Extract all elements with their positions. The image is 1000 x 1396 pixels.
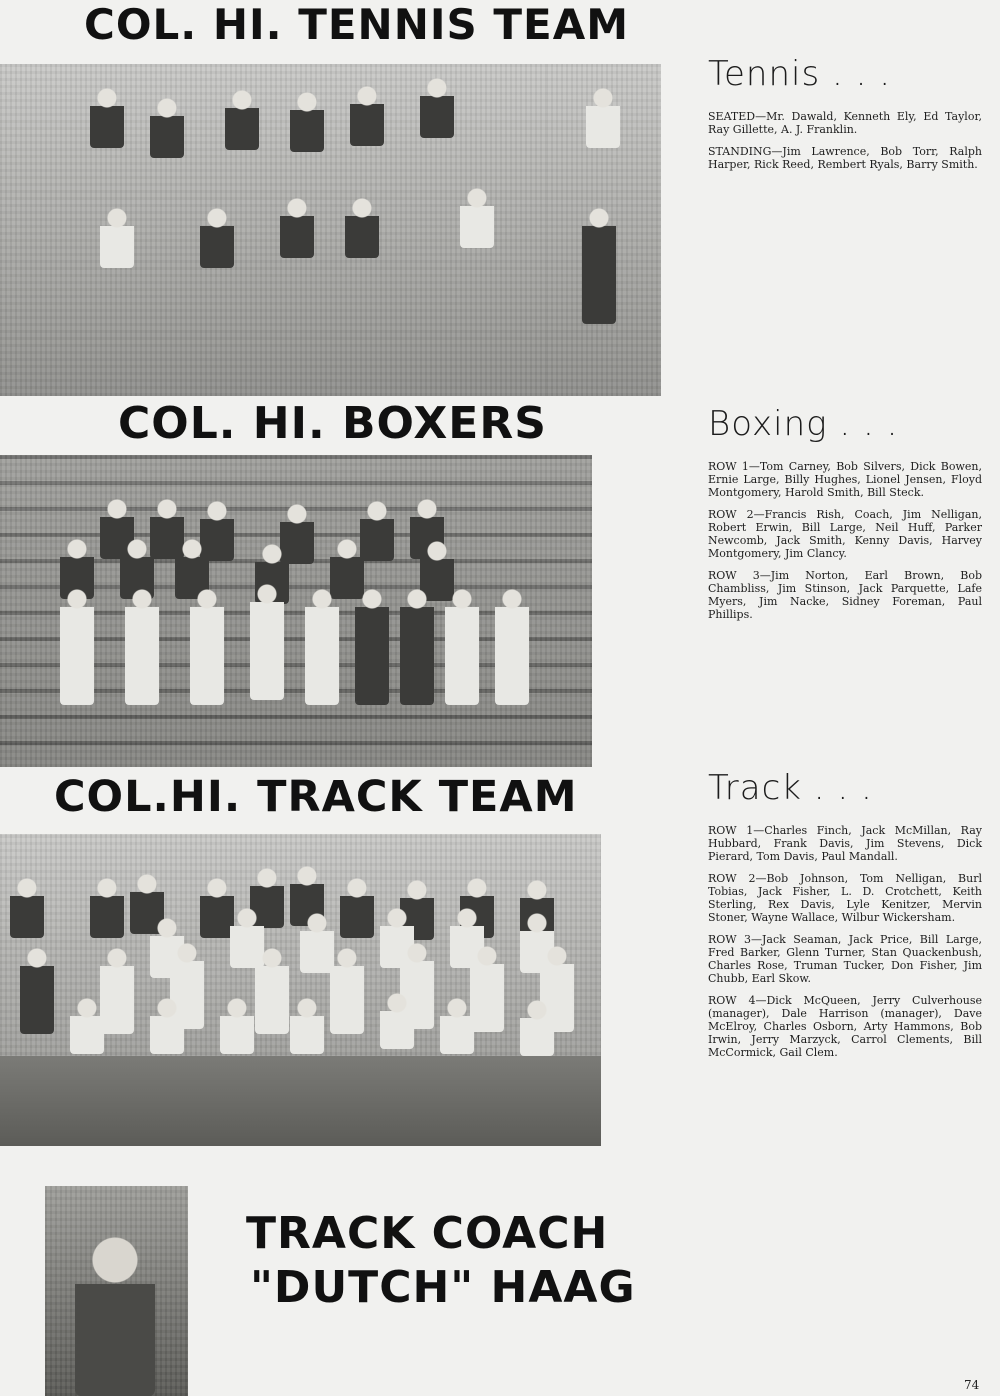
boxing-section-title: Boxing . . . bbox=[708, 404, 899, 444]
track-section-title: Track . . . bbox=[708, 768, 873, 808]
track-coach-heading-line-1: TRACK COACH bbox=[246, 1208, 609, 1259]
boxing-row-2-names: ROW 2—Francis Rish, Coach, Jim Nelligan, Robert Erwin, Bill Large, Neil Huff, Parker Newcomb, Jack Smith, Kenny Davis, Harvey Montgomery, Jim Clancy. bbox=[708, 508, 982, 560]
tennis-team-heading: COL. HI. TENNIS TEAM bbox=[84, 0, 629, 49]
track-caption bbox=[708, 824, 982, 1068]
tennis-player-photo bbox=[546, 64, 661, 396]
tennis-team-photo bbox=[0, 64, 546, 396]
boxing-row-3-names: ROW 3—Jim Norton, Earl Brown, Bob Chambliss, Jim Stinson, Jack Parquette, Lafe Myers, Jim Nacke, Sidney Foreman, Paul Phillips. bbox=[708, 569, 982, 621]
track-row-3-names: ROW 3—Jack Seaman, Jack Price, Bill Large, Fred Barker, Glenn Turner, Stan Quackenbush, Charles Rose, Truman Tucker, Don Fisher, Jim Chubb, Earl Skow. bbox=[708, 933, 982, 985]
track-coach-photo bbox=[45, 1186, 188, 1396]
track-team-heading: COL.HI. TRACK TEAM bbox=[54, 772, 578, 822]
tennis-caption bbox=[708, 110, 982, 180]
track-team-photo bbox=[0, 834, 601, 1146]
track-row-2-names: ROW 2—Bob Johnson, Tom Nelligan, Burl Tobias, Jack Fisher, L. D. Crotchett, Keith Sterling, Rex Davis, Lyle Kenitzer, Mervin Stoner, Wayne Wallace, Wilbur Wickersham. bbox=[708, 872, 982, 924]
boxers-heading: COL. HI. BOXERS bbox=[118, 398, 547, 449]
tennis-seated-names: SEATED—Mr. Dawald, Kenneth Ely, Ed Taylor, Ray Gillette, A. J. Franklin. bbox=[708, 110, 982, 136]
track-row-4-names: ROW 4—Dick McQueen, Jerry Culverhouse (manager), Dale Harrison (manager), Dave McElroy, Charles Osborn, Arty Hammons, Bob Irwin, Jerry Marzyck, Carrol Clements, Bill McCormick, Gail Clem. bbox=[708, 994, 982, 1059]
track-row-1-names: ROW 1—Charles Finch, Jack McMillan, Ray Hubbard, Frank Davis, Jim Stevens, Dick Pierard, Tom Davis, Paul Mandall. bbox=[708, 824, 982, 863]
boxers-team-photo bbox=[0, 455, 592, 767]
boxing-caption bbox=[708, 460, 982, 630]
page-number: 74 bbox=[964, 1378, 980, 1392]
track-coach-heading-line-2: "DUTCH" HAAG bbox=[250, 1262, 636, 1313]
tennis-section-title: Tennis . . . bbox=[708, 54, 892, 94]
tennis-standing-names: STANDING—Jim Lawrence, Bob Torr, Ralph Harper, Rick Reed, Rembert Ryals, Barry Smith. bbox=[708, 145, 982, 171]
boxing-row-1-names: ROW 1—Tom Carney, Bob Silvers, Dick Bowen, Ernie Large, Billy Hughes, Lionel Jensen, Floyd Montgomery, Harold Smith, Bill Steck. bbox=[708, 460, 982, 499]
